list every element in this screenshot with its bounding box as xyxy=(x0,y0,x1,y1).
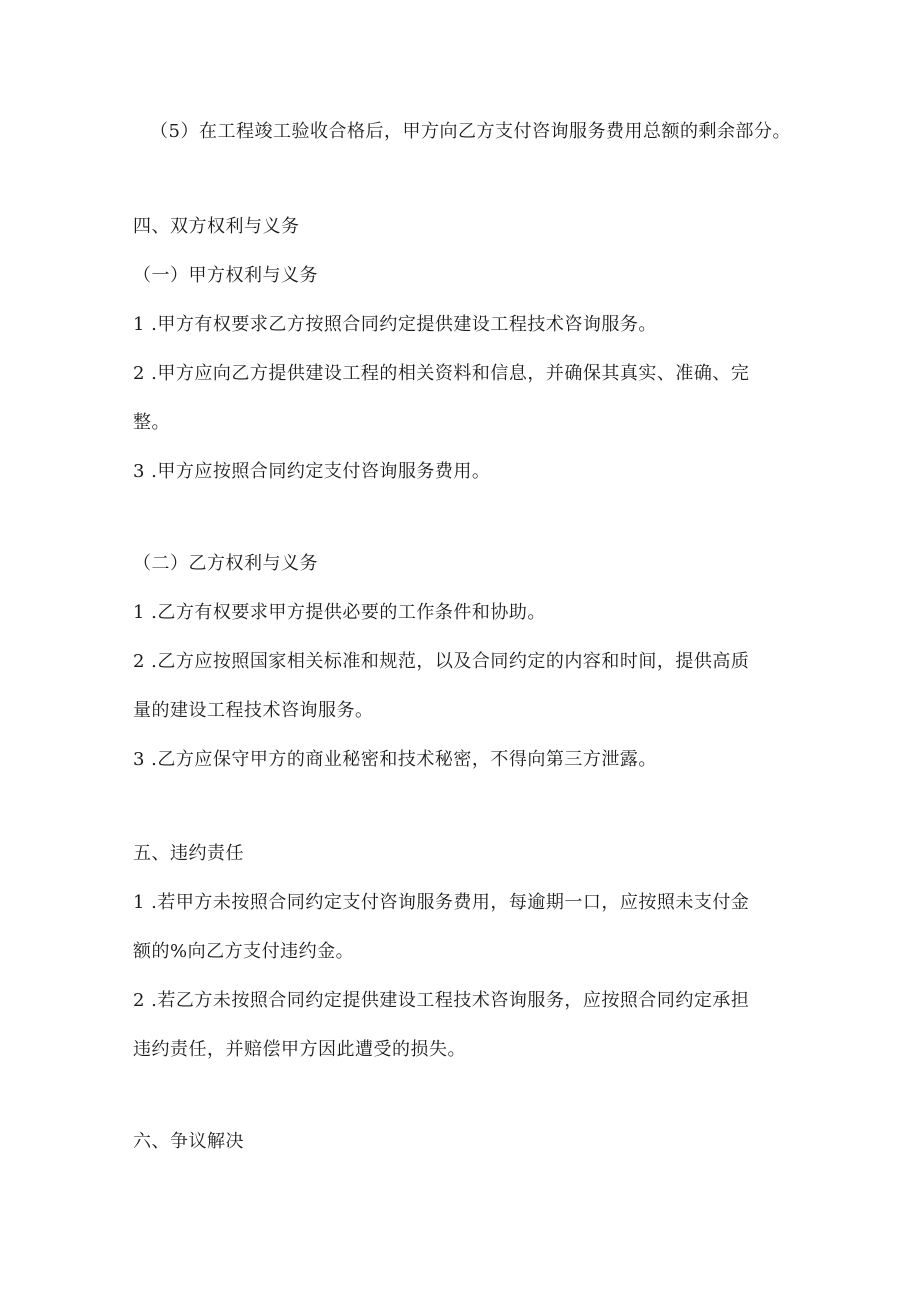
party-a-item-2: 2 .甲方应向乙方提供建设工程的相关资料和信息，并确保其真实、准确、完 xyxy=(133,363,750,384)
breach-item-1-continued: 额的%向乙方支付违约金。 xyxy=(133,941,355,962)
subsection-heading-party-a: （一）甲方权利与义务 xyxy=(133,265,318,286)
section-heading-dispute-resolution: 六、争议解决 xyxy=(133,1131,244,1152)
party-b-item-2-continued: 量的建设工程技术咨询服务。 xyxy=(133,700,374,721)
party-a-item-1: 1 .甲方有权要求乙方按照合同约定提供建设工程技术咨询服务。 xyxy=(133,314,657,335)
breach-item-2-continued: 违约责任，并赔偿甲方因此遭受的损失。 xyxy=(133,1039,466,1060)
party-b-item-2: 2 .乙方应按照国家相关标准和规范，以及合同约定的内容和时间，提供高质 xyxy=(133,651,750,672)
section-heading-rights-obligations: 四、双方权利与义务 xyxy=(133,216,300,237)
party-a-item-3: 3 .甲方应按照合同约定支付咨询服务费用。 xyxy=(133,461,491,482)
section-heading-breach-liability: 五、违约责任 xyxy=(133,843,244,864)
subsection-heading-party-b: （二）乙方权利与义务 xyxy=(133,553,318,574)
breach-item-1: 1 .若甲方未按照合同约定支付咨询服务费用，每逾期一口，应按照未支付金 xyxy=(133,892,750,913)
party-b-item-3: 3 .乙方应保守甲方的商业秘密和技术秘密，不得向第三方泄露。 xyxy=(133,749,657,770)
payment-clause-5: （5）在工程竣工验收合格后，甲方向乙方支付咨询服务费用总额的剩余部分。 xyxy=(150,121,791,142)
breach-item-2: 2 .若乙方未按照合同约定提供建设工程技术咨询服务，应按照合同约定承担 xyxy=(133,990,750,1011)
party-a-item-2-continued: 整。 xyxy=(133,412,170,433)
party-b-item-1: 1 .乙方有权要求甲方提供必要的工作条件和协助。 xyxy=(133,602,546,623)
